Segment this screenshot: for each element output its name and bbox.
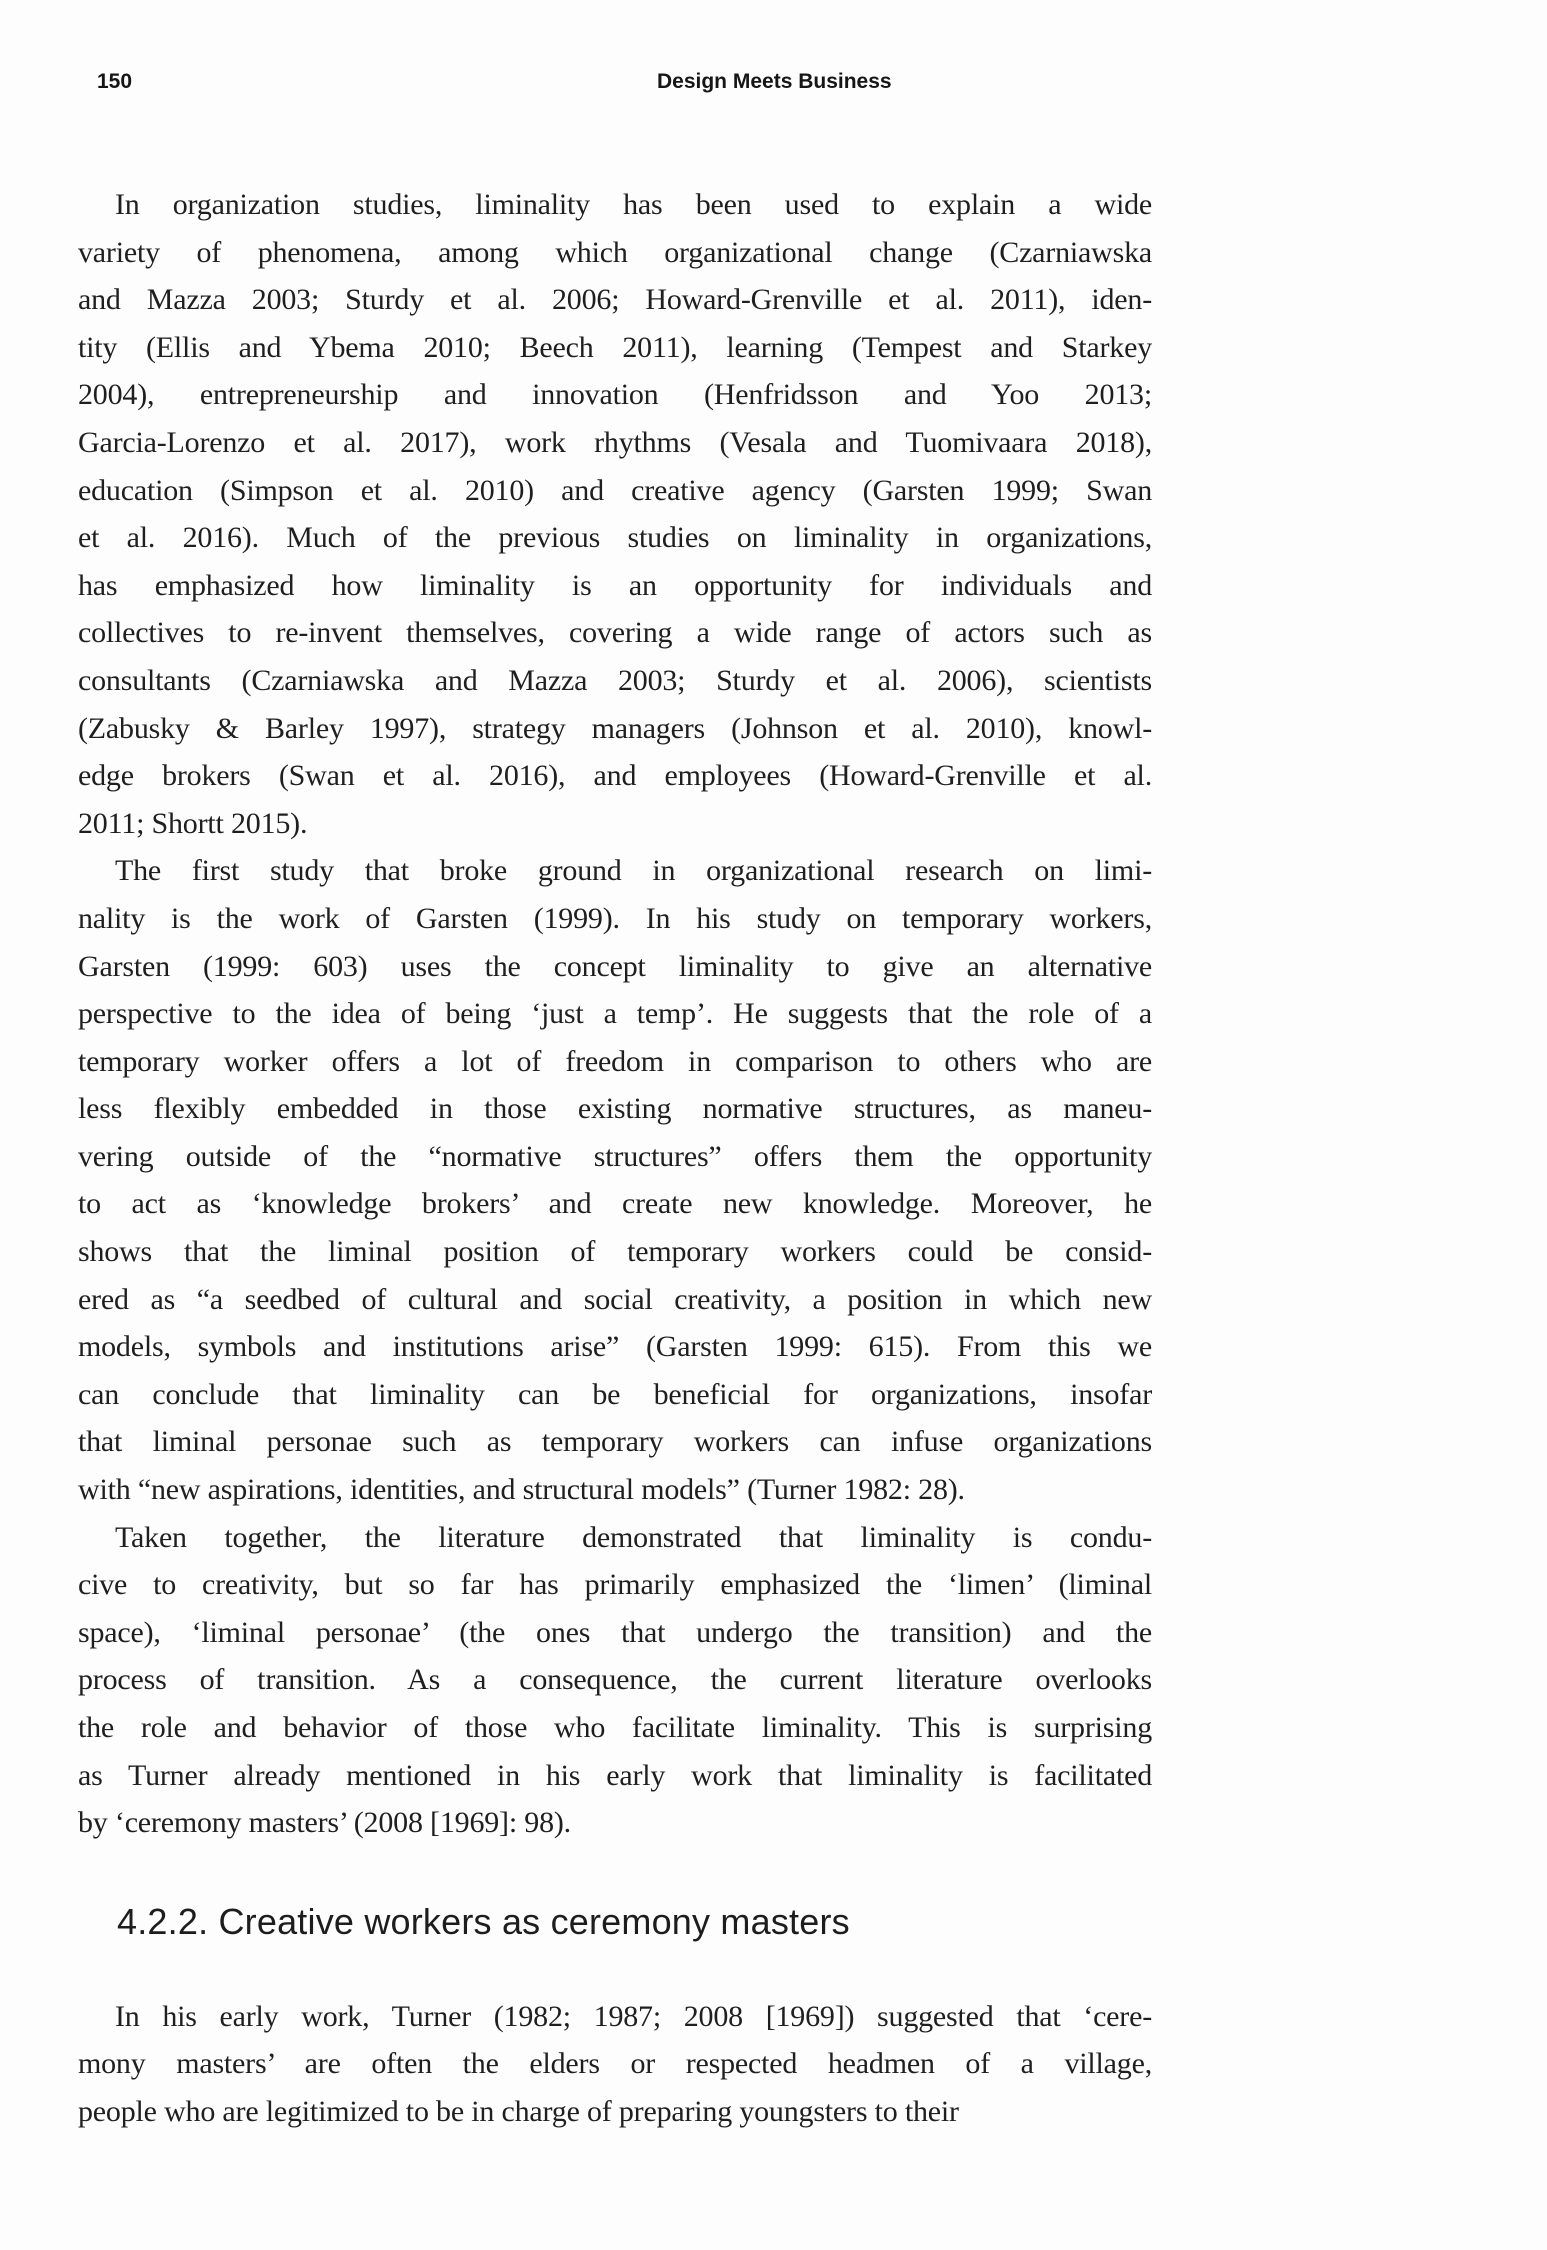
text-line: the role and behavior of those who facilitate liminality. This is surprising — [78, 1711, 1152, 1744]
text-line: process of transition. As a consequence, the current literature overlooks — [78, 1663, 1152, 1697]
paragraph-3 — [78, 1514, 1152, 1847]
running-head: Design Meets Business — [657, 70, 892, 93]
text-line: education (Simpson et al. 2010) and creative agency (Garsten 1999; Swan — [78, 473, 1152, 507]
text-line: has emphasized how liminality is an opportunity for individuals and — [78, 568, 1152, 602]
text-line: edge brokers (Swan et al. 2016), and employees (Howard-Grenville et al. — [78, 759, 1152, 793]
text-line: vering outside of the “normative structures” offers them the opportunity — [78, 1139, 1152, 1173]
text-line: 2004), entrepreneurship and innovation (Henfridsson and Yoo 2013; — [78, 378, 1152, 412]
text-line: 2011; Shortt 2015). — [78, 806, 308, 840]
text-line: as Turner already mentioned in his early work that liminality is facilitated — [78, 1758, 1152, 1792]
text-line: tity (Ellis and Ybema 2010; Beech 2011), learning (Tempest and Starkey — [78, 330, 1152, 364]
text-line: less flexibly embedded in those existing normative structures, as maneu- — [78, 1092, 1152, 1126]
text-line: to act as ‘knowledge brokers’ and create new knowledge. Moreover, he — [78, 1187, 1152, 1221]
text-line: In his early work, Turner (1982; 1987; 2008 [1969]) suggested that ‘cere- — [115, 1999, 1152, 2033]
text-line: In organization studies, liminality has been used to explain a wide — [115, 188, 1152, 221]
text-line: consultants (Czarniawska and Mazza 2003; Sturdy et al. 2006), scientists — [78, 663, 1152, 697]
text-line: and Mazza 2003; Sturdy et al. 2006; Howard-Grenville et al. 2011), iden- — [78, 283, 1152, 317]
section-heading: 4.2.2. Creative workers as ceremony masters — [117, 1900, 850, 1942]
text-line: that liminal personae such as temporary workers can infuse organizations — [78, 1425, 1152, 1459]
paragraph-1 — [78, 181, 1152, 847]
text-line: Taken together, the literature demonstrated that liminality is condu- — [115, 1520, 1152, 1554]
text-line: The first study that broke ground in organizational research on limi- — [115, 854, 1152, 888]
text-line: temporary worker offers a lot of freedom in comparison to others who are — [78, 1044, 1152, 1078]
text-line: ered as “a seedbed of cultural and social creativity, a position in which new — [78, 1282, 1152, 1316]
body-text — [78, 181, 1152, 2136]
paragraph-2 — [78, 847, 1152, 1513]
page-header — [0, 70, 1547, 100]
text-line: collectives to re-invent themselves, covering a wide range of actors such as — [78, 616, 1152, 650]
text-line: can conclude that liminality can be beneficial for organizations, insofar — [78, 1377, 1152, 1411]
text-line: Garsten (1999: 603) uses the concept liminality to give an alternative — [78, 949, 1152, 983]
text-line: models, symbols and institutions arise” (Garsten 1999: 615). From this we — [78, 1330, 1152, 1364]
text-line: Garcia-Lorenzo et al. 2017), work rhythms (Vesala and Tuomivaara 2018), — [78, 425, 1152, 459]
paragraph-4 — [78, 1993, 1152, 2136]
text-line: (Zabusky & Barley 1997), strategy managers (Johnson et al. 2010), knowl- — [78, 711, 1152, 745]
text-line: with “new aspirations, identities, and structural models” (Turner 1982: 28). — [78, 1473, 965, 1507]
text-line: perspective to the idea of being ‘just a temp’. He suggests that the role of a — [78, 997, 1152, 1031]
text-line: by ‘ceremony masters’ (2008 [1969]: 98). — [78, 1806, 571, 1840]
text-line: cive to creativity, but so far has primarily emphasized the ‘limen’ (liminal — [78, 1568, 1152, 1602]
text-line: variety of phenomena, among which organizational change (Czarniawska — [78, 235, 1152, 269]
text-line: mony masters’ are often the elders or respected headmen of a village, — [78, 2047, 1152, 2081]
text-line: nality is the work of Garsten (1999). In his study on temporary workers, — [78, 901, 1152, 935]
text-line: et al. 2016). Much of the previous studies on liminality in organizations, — [78, 521, 1152, 555]
text-line: people who are legitimized to be in charge of preparing youngsters to their — [78, 2094, 959, 2128]
text-line: space), ‘liminal personae’ (the ones that undergo the transition) and the — [78, 1615, 1152, 1649]
text-line: shows that the liminal position of temporary workers could be consid- — [78, 1235, 1152, 1269]
page-number: 150 — [97, 70, 133, 93]
